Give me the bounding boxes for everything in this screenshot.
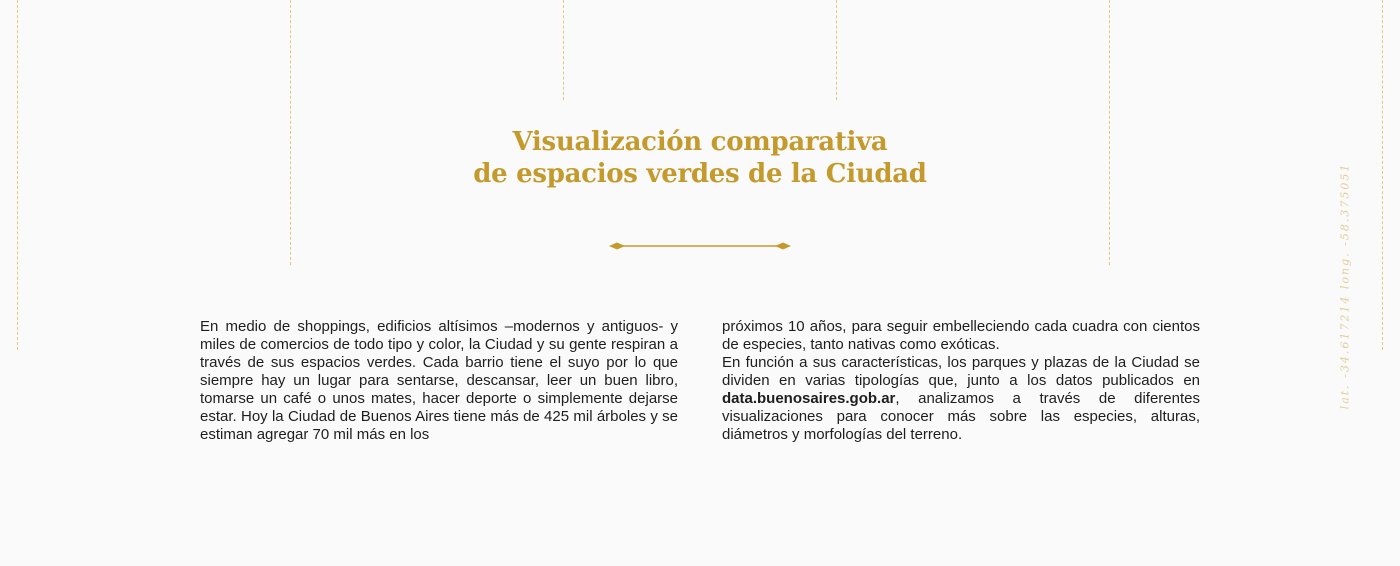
guide-line (1382, 0, 1383, 350)
page-title-line-2: de espacios verdes de la Ciudad (473, 159, 927, 189)
guide-line (563, 0, 564, 100)
coordinates-label: lat. -34.617214 long. -58.375051 (1338, 162, 1352, 410)
data-source-link[interactable]: data.buenosaires.gob.ar (722, 390, 896, 407)
page-title-line-1: Visualización comparativa (512, 127, 888, 157)
guide-line (290, 0, 291, 265)
intro-text: En función a sus características, los parques y plazas de la Ciudad se dividen en varias tipologías que, junto a los datos publicados en (722, 354, 1200, 389)
intro-paragraph: En medio de shoppings, edificios altísimos –modernos y antiguos- y miles de comercios de todo tipo y color, la Ciudad y su gente respiran a través de sus espacios verdes. Cada barrio tiene el suyo por lo que siempre hay un lugar para sentarse, descansar, leer un buen libro, tomarse un café o unos mates, hacer deporte o simplemente dejarse estar. Hoy la Ciudad de Buenos Aires tiene más de 425 mil árboles y se estiman agregar 70 mil más en los (200, 318, 678, 443)
guide-line (1109, 0, 1110, 265)
intro-text: , analizamos a través de diferentes visualizaciones para conocer más sobre las especies, alturas, diámetros y morfologías del terreno. (722, 390, 1200, 443)
intro-paragraph (722, 354, 1200, 444)
guide-line (836, 0, 837, 100)
intro-paragraph: próximos 10 años, para seguir embelleciendo cada cuadra con cientos de especies, tanto nativas como exóticas. (722, 318, 1200, 353)
guide-line (17, 0, 18, 350)
intro-column-right (722, 318, 1200, 444)
intro-column-left (200, 318, 678, 444)
page-title (400, 126, 1000, 190)
arrow-divider-icon (608, 238, 792, 254)
